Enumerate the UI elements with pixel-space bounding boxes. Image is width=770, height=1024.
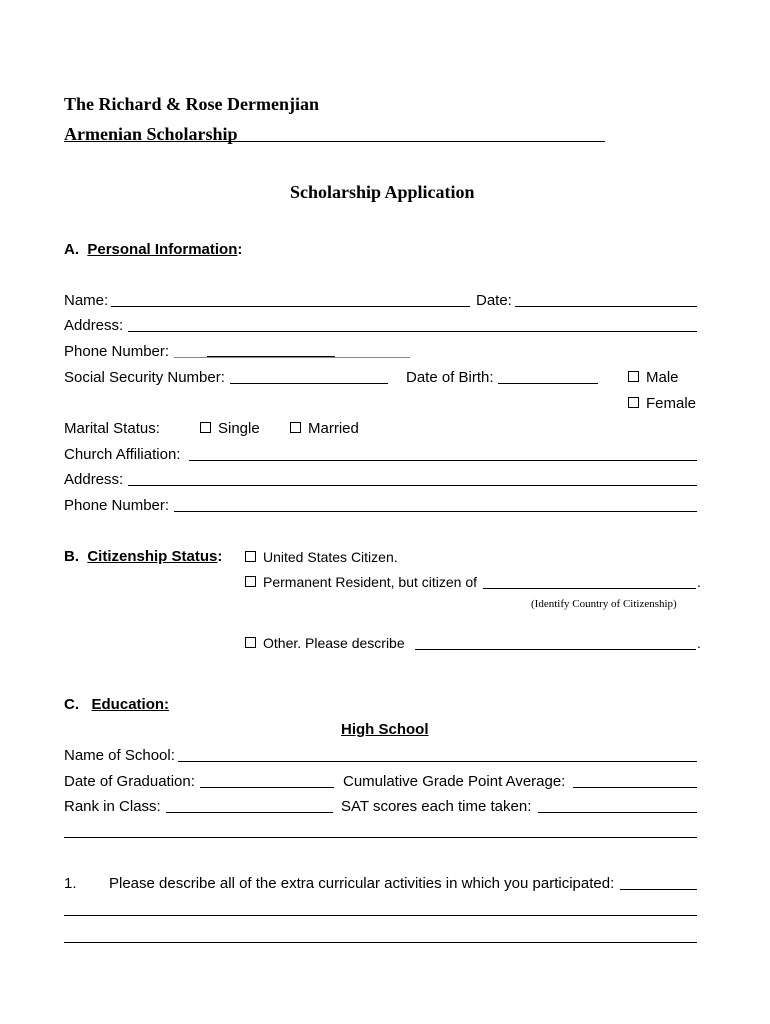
question-1-text: Please describe all of the extra curricular activities in which you participated: xyxy=(109,875,615,892)
gpa-field[interactable] xyxy=(573,787,697,788)
ssn-label: Social Security Number: xyxy=(64,369,225,386)
section-a-title: Personal Information xyxy=(87,241,238,258)
citizenship-hint: (Identify Country of Citizenship) xyxy=(531,598,677,610)
marital-status-label: Marital Status: xyxy=(64,420,160,437)
resident-period: . xyxy=(697,574,701,590)
church-address-label: Address: xyxy=(64,471,124,488)
high-school-heading: High School xyxy=(341,721,429,738)
male-checkbox[interactable] xyxy=(628,371,639,382)
church-phone-field[interactable] xyxy=(174,511,697,512)
form-title: Scholarship Application xyxy=(290,182,475,202)
graduation-date-label: Date of Graduation: xyxy=(64,773,195,790)
other-option[interactable] xyxy=(245,635,405,651)
female-checkbox[interactable] xyxy=(628,397,639,408)
question-1-number: 1. xyxy=(64,875,77,892)
male-label: Male xyxy=(646,369,679,386)
activities-field-line-1[interactable] xyxy=(620,889,697,890)
class-rank-label: Rank in Class: xyxy=(64,798,161,815)
school-name-field[interactable] xyxy=(178,761,697,762)
other-period: . xyxy=(697,635,701,651)
section-b-title: Citizenship Status xyxy=(87,548,218,565)
sat-scores-field[interactable] xyxy=(538,812,697,813)
name-field[interactable] xyxy=(111,306,470,307)
section-a-colon: : xyxy=(237,241,243,258)
section-a-letter: A. xyxy=(64,241,79,258)
church-address-field[interactable] xyxy=(128,485,697,486)
section-a-heading xyxy=(64,241,242,258)
ssn-field[interactable] xyxy=(230,383,388,384)
address-field[interactable] xyxy=(128,331,697,332)
title-underline xyxy=(64,141,605,142)
section-b-colon: : xyxy=(217,548,223,565)
other-label: Other. Please describe xyxy=(263,635,405,651)
church-phone-label: Phone Number: xyxy=(64,497,170,514)
dob-field[interactable] xyxy=(498,383,598,384)
section-c-title: Education: xyxy=(91,696,170,713)
date-field[interactable] xyxy=(515,306,697,307)
sat-scores-label: SAT scores each time taken: xyxy=(341,798,532,815)
married-option[interactable] xyxy=(290,420,359,437)
other-description-field[interactable] xyxy=(415,649,696,650)
male-option[interactable] xyxy=(628,369,679,386)
section-b-heading xyxy=(64,548,222,565)
title-line-1: The Richard & Rose Dermenjian xyxy=(64,94,319,114)
us-citizen-checkbox[interactable] xyxy=(245,551,256,562)
permanent-resident-option[interactable] xyxy=(245,574,477,590)
us-citizen-label: United States Citizen. xyxy=(263,549,398,565)
date-label: Date: xyxy=(476,292,512,309)
church-affiliation-field[interactable] xyxy=(189,460,697,461)
church-affiliation-label: Church Affiliation: xyxy=(64,446,181,463)
title-line-2: Armenian Scholarship xyxy=(64,124,238,144)
us-citizen-option[interactable] xyxy=(245,549,398,565)
activities-field-line-2[interactable] xyxy=(64,915,697,916)
section-c-heading xyxy=(64,696,169,713)
name-label: Name: xyxy=(64,292,109,309)
married-checkbox[interactable] xyxy=(290,422,301,433)
graduation-date-field[interactable] xyxy=(200,787,334,788)
single-checkbox[interactable] xyxy=(200,422,211,433)
permanent-resident-checkbox[interactable] xyxy=(245,576,256,587)
permanent-resident-label: Permanent Resident, but citizen of xyxy=(263,574,478,590)
phone-field-underline xyxy=(174,357,410,358)
section-c-letter: C. xyxy=(64,696,79,713)
other-checkbox[interactable] xyxy=(245,637,256,648)
phone-label: Phone Number: xyxy=(64,343,170,360)
section-b-letter: B. xyxy=(64,548,79,565)
class-rank-field[interactable] xyxy=(166,812,333,813)
married-label: Married xyxy=(308,420,359,437)
dob-label: Date of Birth: xyxy=(406,369,494,386)
sat-scores-extra-line[interactable] xyxy=(64,837,697,838)
female-option[interactable] xyxy=(628,395,696,412)
single-label: Single xyxy=(218,420,260,437)
phone-field[interactable] xyxy=(207,356,335,357)
school-name-label: Name of School: xyxy=(64,747,175,764)
citizenship-country-field[interactable] xyxy=(483,588,696,589)
gpa-label: Cumulative Grade Point Average: xyxy=(343,773,566,790)
address-label: Address: xyxy=(64,317,124,334)
single-option[interactable] xyxy=(200,420,260,437)
female-label: Female xyxy=(646,395,697,412)
activities-field-line-3[interactable] xyxy=(64,942,697,943)
